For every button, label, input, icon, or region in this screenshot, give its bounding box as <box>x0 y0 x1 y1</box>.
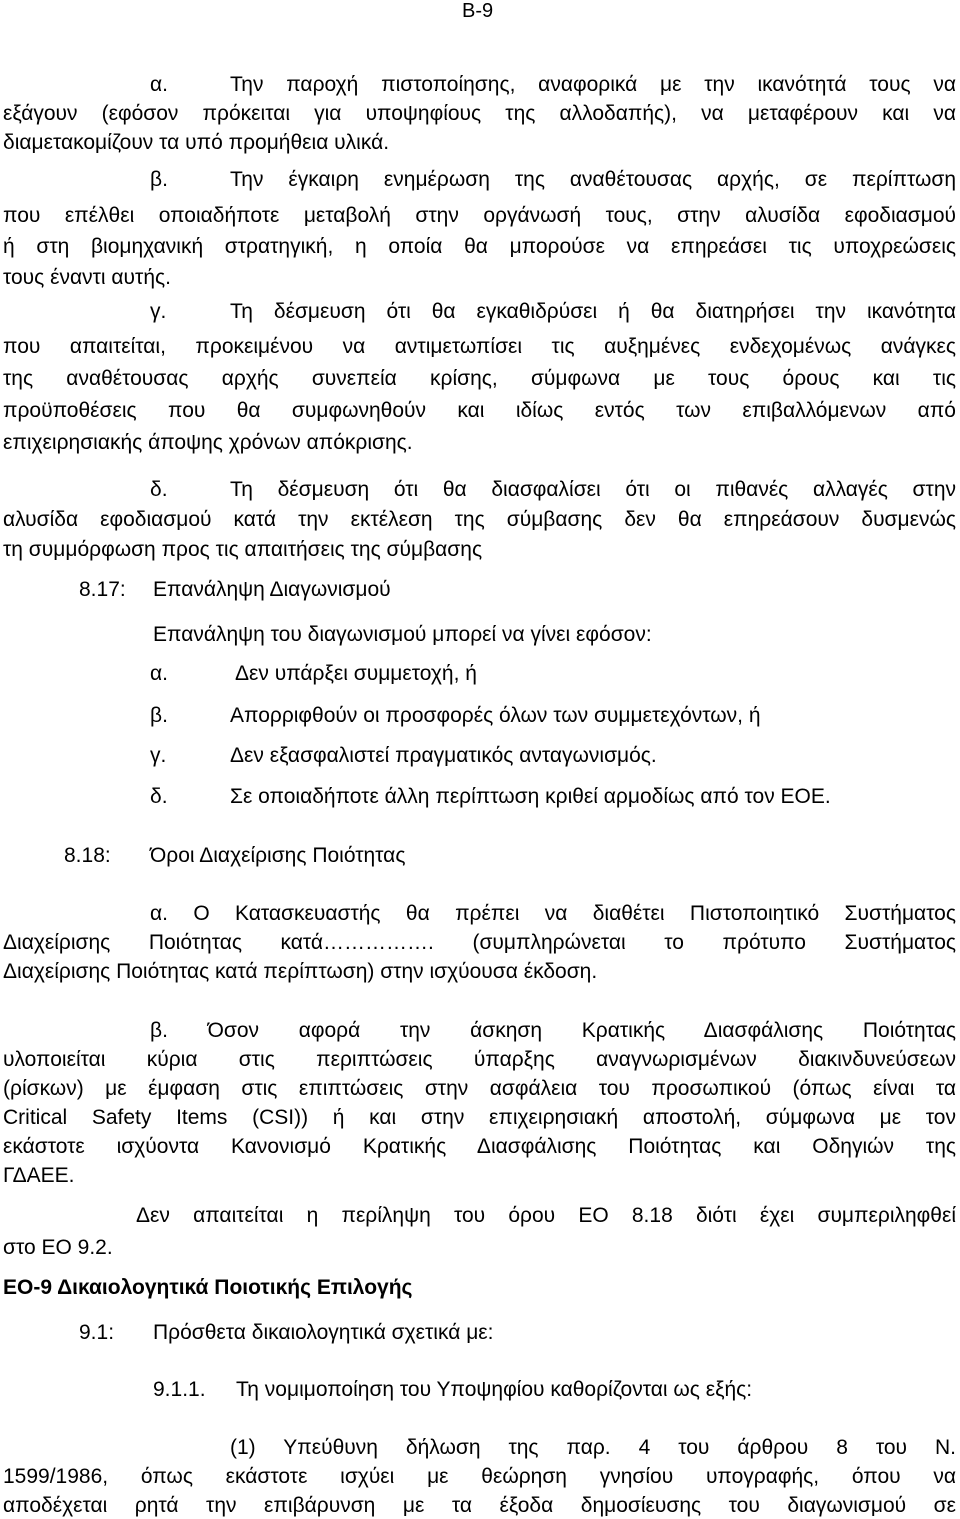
para-b-line-1: Την έγκαιρη ενημέρωση της αναθέτουσας αρχής, σε περίπτωση <box>230 168 956 191</box>
para-c-line-3: της αναθέτουσας αρχής συνεπεία κρίσης, σύμφωνα με τους όρους και τις <box>3 367 956 390</box>
section-817-title: Επανάληψη Διαγωνισμού <box>153 578 391 601</box>
para-d-marker: δ. <box>150 478 168 501</box>
para-b-line-2: που επέλθει οποιαδήποτε μεταβολή στην οργάνωσή τους, στην αλυσίδα εφοδιασμού <box>3 204 956 227</box>
para-d-line-1: Τη δέσμευση ότι θα διασφαλίσει ότι οι πιθανές αλλαγές στην <box>230 478 956 501</box>
section-818-number: 8.18: <box>64 844 111 867</box>
section-818-para-b-line-6: ΓΔΑΕΕ. <box>3 1164 75 1187</box>
section-818-title: Όροι Διαχείρισης Ποιότητας <box>150 844 406 867</box>
item-1-line-1: (1) Υπεύθυνη δήλωση της παρ. 4 του άρθρου 8 του Ν. <box>230 1436 956 1459</box>
section-eo9-heading: ΕΟ-9 Δικαιολογητικά Ποιοτικής Επιλογής <box>3 1276 413 1299</box>
para-c-line-4: προϋποθέσεις που θα συμφωνηθούν και ιδίως εντός των επιβαλλόμενων από <box>3 399 956 422</box>
section-91-title: Πρόσθετα δικαιολογητικά σχετικά με: <box>153 1321 494 1344</box>
section-818-para-b-line-2: υλοποιείται κύρια στις περιπτώσεις ύπαρξης αναγνωρισμένων διακινδυνεύσεων <box>3 1048 956 1071</box>
section-817-item-marker: β. <box>150 704 168 727</box>
section-818-note-line-2: στο ΕΟ 9.2. <box>3 1236 113 1259</box>
item-1-line-3: αποδέχεται ρητά την επιβάρυνση με τα έξοδα δημοσίευσης του διαγωνισμού σε <box>3 1494 956 1517</box>
para-d-line-3: τη συμμόρφωση προς τις απαιτήσεις της σύμβασης <box>3 538 483 561</box>
section-818-para-b-line-3: (ρίσκων) με έμφαση στις επιπτώσεις στην ασφάλεια του προσωπικού (όπως είναι τα <box>3 1077 956 1100</box>
section-818-para-a-line-3: Διαχείρισης Ποιότητας κατά περίπτωση) στην ισχύουσα έκδοση. <box>3 960 598 983</box>
para-b-line-3: ή στη βιομηχανική στρατηγική, η οποία θα μπορούσε να επηρεάσει τις υποχρεώσεις <box>3 235 956 258</box>
section-817-item-marker: γ. <box>150 744 167 767</box>
para-a-line-2: εξάγουν (εφόσον πρόκειται για υποψηφίους της αλλοδαπής), να μεταφέρουν και να <box>3 102 956 125</box>
section-818-note-line-1: Δεν απαιτείται η περίληψη του όρου ΕΟ 8.18 διότι έχει συμπεριληφθεί <box>136 1204 956 1227</box>
section-817-item-marker: α. <box>150 662 168 685</box>
para-a-line-3: διαμετακομίζουν τα υπό προμήθεια υλικά. <box>3 131 390 154</box>
para-a-line-1: Την παροχή πιστοποίησης, αναφορικά με την ικανότητά τους να <box>230 73 956 96</box>
item-1-line-2: 1599/1986, όπως εκάστοτε ισχύει με θεώρηση γνησίου υπογραφής, όπου να <box>3 1465 956 1488</box>
section-817-item-text: Δεν εξασφαλιστεί πραγματικός ανταγωνισμός. <box>230 744 657 767</box>
section-817-item-text: Δεν υπάρξει συμμετοχή, ή <box>235 662 477 685</box>
section-817-item-marker: δ. <box>150 785 168 808</box>
para-c-line-5: επιχειρησιακής άποψης χρόνων απόκρισης. <box>3 431 413 454</box>
para-a-marker: α. <box>150 73 168 96</box>
section-911-number: 9.1.1. <box>153 1378 206 1401</box>
section-817-intro: Επανάληψη του διαγωνισμού μπορεί να γίνει εφόσον: <box>153 623 652 646</box>
section-818-para-a-line-2: Διαχείρισης Ποιότητας κατά……………. (συμπληρώνεται το πρότυπο Συστήματος <box>3 931 956 954</box>
section-817-item-text: Σε οποιαδήποτε άλλη περίπτωση κριθεί αρμοδίως από τον ΕΟΕ. <box>230 785 831 808</box>
para-c-line-1: Τη δέσμευση ότι θα εγκαθιδρύσει ή θα διατηρήσει την ικανότητα <box>230 300 956 323</box>
section-817-number: 8.17: <box>79 578 126 601</box>
para-c-line-2: που απαιτείται, προκειμένου να αντιμετωπίσει τις αυξημένες ενδεχομένως ανάγκες <box>3 335 956 358</box>
section-818-para-b-line-5: εκάστοτε ισχύοντα Κανονισμό Κρατικής Διασφάλισης Ποιότητας και Οδηγιών της <box>3 1135 956 1158</box>
section-91-number: 9.1: <box>79 1321 115 1344</box>
section-818-para-b-line-4: Critical Safety Items (CSI)) ή και στην επιχειρησιακή αποστολή, σύμφωνα με τον <box>3 1106 956 1129</box>
section-817-item-text: Απορριφθούν οι προσφορές όλων των συμμετεχόντων, ή <box>230 704 761 727</box>
para-b-marker: β. <box>150 168 168 191</box>
page-number: B-9 <box>462 0 494 22</box>
para-c-marker: γ. <box>150 300 167 323</box>
section-818-para-b-line-1: β. Όσον αφορά την άσκηση Κρατικής Διασφάλισης Ποιότητας <box>150 1019 956 1042</box>
section-818-para-a-line-1: α. Ο Κατασκευαστής θα πρέπει να διαθέτει Πιστοποιητικό Συστήματος <box>150 902 956 925</box>
para-d-line-2: αλυσίδα εφοδιασμού κατά την εκτέλεση της σύμβασης δεν θα επηρεάσουν δυσμενώς <box>3 508 956 531</box>
section-911-title: Τη νομιμοποίηση του Υποψηφίου καθορίζονται ως εξής: <box>236 1378 753 1401</box>
para-b-line-4: τους έναντι αυτής. <box>3 266 171 289</box>
